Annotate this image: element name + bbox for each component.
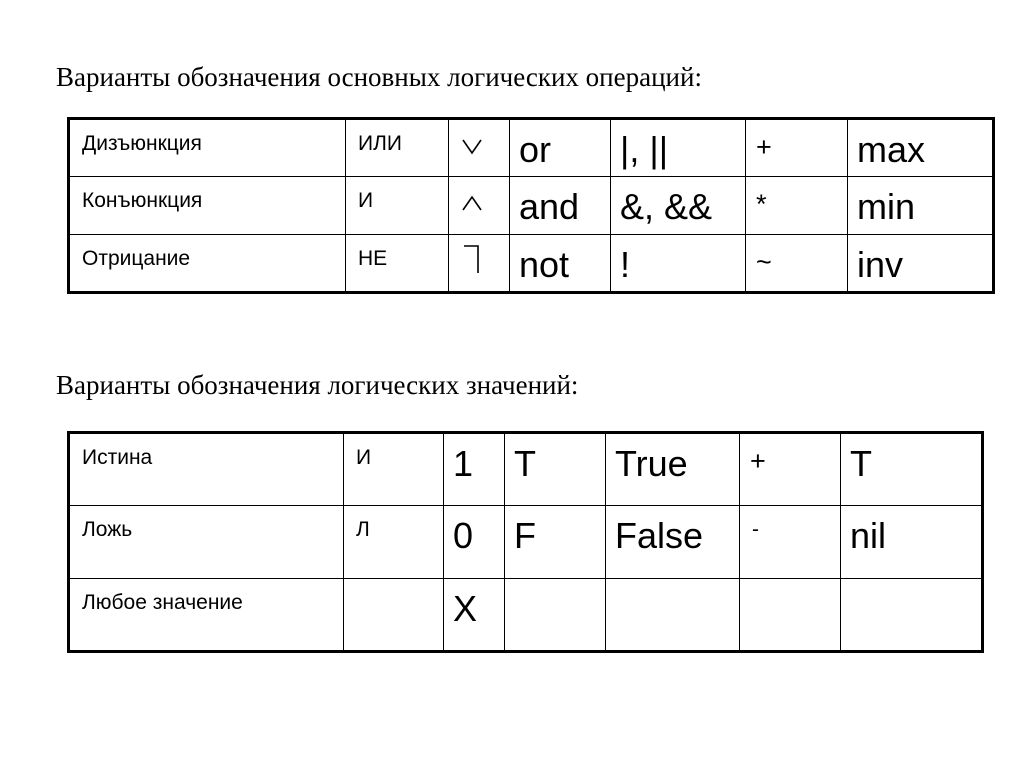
cell-fn: inv — [848, 235, 994, 293]
cell-digit: X — [444, 579, 505, 652]
logical-not-icon — [460, 243, 484, 275]
table-row-negation — [69, 235, 994, 293]
cell-lisp — [841, 579, 983, 652]
cell-name: Конъюнкция — [69, 177, 346, 235]
cell-letter — [505, 579, 606, 652]
values-table — [67, 431, 984, 653]
cell-sign: + — [740, 433, 841, 506]
cell-name: Дизъюнкция — [69, 119, 346, 177]
cell-lisp: T — [841, 433, 983, 506]
cell-name: Отрицание — [69, 235, 346, 293]
cell-alg: + — [746, 119, 848, 177]
cell-lisp: nil — [841, 506, 983, 579]
cell-digit: 0 — [444, 506, 505, 579]
cell-ru: ИЛИ — [346, 119, 449, 177]
cell-c-ops: |, || — [611, 119, 746, 177]
cell-ru: И — [346, 177, 449, 235]
cell-word: or — [510, 119, 611, 177]
logical-and-icon — [460, 191, 484, 215]
table-row-false — [69, 506, 983, 579]
cell-fn: max — [848, 119, 994, 177]
cell-alg: * — [746, 177, 848, 235]
cell-symbol — [449, 235, 510, 293]
cell-digit: 1 — [444, 433, 505, 506]
cell-word: True — [606, 433, 740, 506]
cell-c-ops: &, && — [611, 177, 746, 235]
cell-word — [606, 579, 740, 652]
cell-ru: НЕ — [346, 235, 449, 293]
table-row-conjunction — [69, 177, 994, 235]
operations-table — [67, 117, 995, 294]
cell-c-ops: ! — [611, 235, 746, 293]
cell-ru: И — [344, 433, 444, 506]
cell-ru — [344, 579, 444, 652]
cell-symbol — [449, 177, 510, 235]
values-heading: Варианты обозначения логических значений: — [56, 370, 579, 400]
cell-letter: F — [505, 506, 606, 579]
cell-name: Истина — [69, 433, 344, 506]
operations-heading: Варианты обозначения основных логических операций: — [56, 62, 702, 92]
cell-word: not — [510, 235, 611, 293]
cell-symbol — [449, 119, 510, 177]
logical-or-icon — [460, 134, 484, 158]
cell-name: Любое значение — [69, 579, 344, 652]
cell-sign: - — [740, 506, 841, 579]
cell-fn: min — [848, 177, 994, 235]
cell-ru: Л — [344, 506, 444, 579]
cell-letter: T — [505, 433, 606, 506]
cell-name: Ложь — [69, 506, 344, 579]
cell-sign — [740, 579, 841, 652]
table-row-true — [69, 433, 983, 506]
table-row-disjunction — [69, 119, 994, 177]
table-row-any — [69, 579, 983, 652]
cell-alg: ~ — [746, 235, 848, 293]
cell-word: False — [606, 506, 740, 579]
cell-word: and — [510, 177, 611, 235]
